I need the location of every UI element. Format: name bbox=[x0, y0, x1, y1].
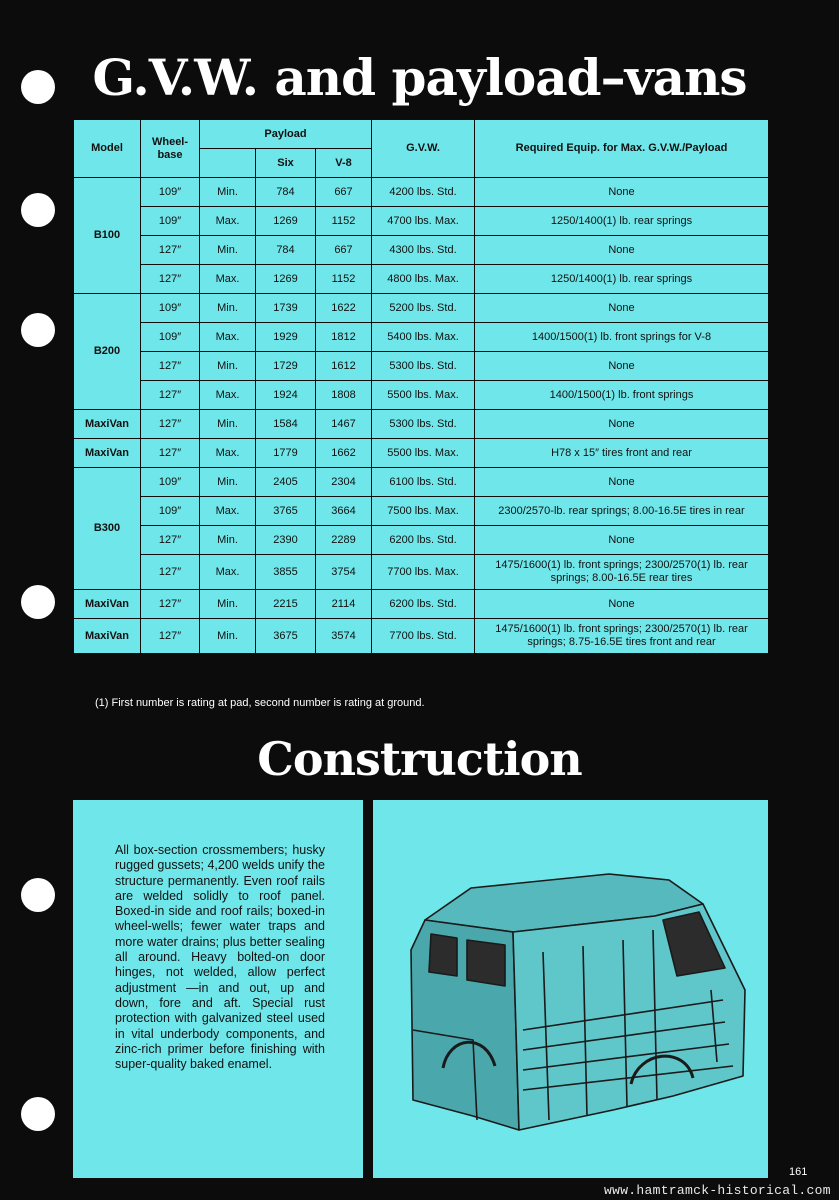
cell-min-max: Min. bbox=[200, 178, 256, 207]
cell-wheelbase: 109″ bbox=[141, 207, 200, 236]
cell-min-max: Max. bbox=[200, 207, 256, 236]
cell-min-max: Min. bbox=[200, 236, 256, 265]
cell-wheelbase: 109″ bbox=[141, 497, 200, 526]
cell-payload-six: 2405 bbox=[256, 468, 316, 497]
cell-min-max: Min. bbox=[200, 294, 256, 323]
cell-payload-v8: 1152 bbox=[316, 207, 372, 236]
cell-min-max: Max. bbox=[200, 497, 256, 526]
page-number: 161 bbox=[789, 1166, 808, 1178]
cell-gvw: 4800 lbs. Max. bbox=[372, 265, 475, 294]
cell-gvw: 5500 lbs. Max. bbox=[372, 439, 475, 468]
cell-required-equip: None bbox=[475, 410, 769, 439]
cell-payload-v8: 667 bbox=[316, 236, 372, 265]
cell-payload-six: 784 bbox=[256, 236, 316, 265]
construction-title: Construction bbox=[257, 732, 582, 786]
cell-gvw: 7700 lbs. Std. bbox=[372, 619, 475, 654]
binder-hole bbox=[21, 313, 55, 347]
cell-required-equip: None bbox=[475, 468, 769, 497]
cell-payload-v8: 2304 bbox=[316, 468, 372, 497]
binder-hole bbox=[21, 193, 55, 227]
cell-payload-v8: 667 bbox=[316, 178, 372, 207]
cell-model: MaxiVan bbox=[74, 439, 141, 468]
header-v8: V-8 bbox=[316, 149, 372, 178]
cell-required-equip: 1400/1500(1) lb. front springs bbox=[475, 381, 769, 410]
cell-required-equip: None bbox=[475, 526, 769, 555]
construction-description: All box-section crossmembers; husky rugged gussets; 4,200 welds unify the structure permanently. Even roof rails are welded solidly to roof panel. Boxed-in side and roof rails; boxed-in wheel-wells; fewer water traps and more water drains; plus better sealing all around. Heavy bolted-on door hinges, not welded, allow perfect adjustment —in and out, up and down, fore and aft. Special rust protection with galvanized steel used in vital underbody components, and zinc-rich primer before finishing with super-quality baked enamel. bbox=[115, 843, 325, 1072]
cell-payload-v8: 1612 bbox=[316, 352, 372, 381]
cell-wheelbase: 127″ bbox=[141, 555, 200, 590]
cell-gvw: 5300 lbs. Std. bbox=[372, 352, 475, 381]
cell-gvw: 6100 lbs. Std. bbox=[372, 468, 475, 497]
cell-gvw: 7700 lbs. Max. bbox=[372, 555, 475, 590]
cell-wheelbase: 127″ bbox=[141, 590, 200, 619]
cell-wheelbase: 127″ bbox=[141, 410, 200, 439]
cell-wheelbase: 109″ bbox=[141, 178, 200, 207]
cell-required-equip: None bbox=[475, 236, 769, 265]
watermark: www.hamtramck-historical.com bbox=[604, 1183, 831, 1198]
cell-min-max: Min. bbox=[200, 468, 256, 497]
cell-required-equip: H78 x 15″ tires front and rear bbox=[475, 439, 769, 468]
cell-required-equip: None bbox=[475, 294, 769, 323]
cell-payload-six: 1269 bbox=[256, 207, 316, 236]
cell-payload-v8: 2114 bbox=[316, 590, 372, 619]
cell-model: MaxiVan bbox=[74, 619, 141, 654]
cell-payload-six: 3765 bbox=[256, 497, 316, 526]
header-minmax-blank bbox=[200, 149, 256, 178]
cell-payload-v8: 3664 bbox=[316, 497, 372, 526]
cell-payload-v8: 1152 bbox=[316, 265, 372, 294]
cell-min-max: Max. bbox=[200, 555, 256, 590]
cell-gvw: 4200 lbs. Std. bbox=[372, 178, 475, 207]
cell-payload-six: 1779 bbox=[256, 439, 316, 468]
cell-wheelbase: 127″ bbox=[141, 439, 200, 468]
cell-required-equip: 1475/1600(1) lb. front springs; 2300/2570(1) lb. rear springs; 8.75-16.5E tires front and rear bbox=[475, 619, 769, 654]
cell-min-max: Max. bbox=[200, 439, 256, 468]
van-body-illustration-panel bbox=[373, 800, 768, 1178]
cell-required-equip: 1400/1500(1) lb. front springs for V-8 bbox=[475, 323, 769, 352]
table-body bbox=[74, 178, 769, 654]
cell-gvw: 5300 lbs. Std. bbox=[372, 410, 475, 439]
cell-gvw: 5400 lbs. Max. bbox=[372, 323, 475, 352]
table-row bbox=[74, 207, 769, 236]
table-row bbox=[74, 265, 769, 294]
cell-payload-v8: 1662 bbox=[316, 439, 372, 468]
cell-min-max: Max. bbox=[200, 381, 256, 410]
cell-payload-v8: 1622 bbox=[316, 294, 372, 323]
cell-gvw: 4700 lbs. Max. bbox=[372, 207, 475, 236]
cell-min-max: Min. bbox=[200, 590, 256, 619]
cell-min-max: Max. bbox=[200, 323, 256, 352]
cell-payload-v8: 1467 bbox=[316, 410, 372, 439]
table-row bbox=[74, 439, 769, 468]
cell-payload-six: 1269 bbox=[256, 265, 316, 294]
cell-model: B200 bbox=[74, 294, 141, 410]
cell-required-equip: 1250/1400(1) lb. rear springs bbox=[475, 207, 769, 236]
cell-payload-six: 2215 bbox=[256, 590, 316, 619]
cell-model: MaxiVan bbox=[74, 590, 141, 619]
table-row bbox=[74, 236, 769, 265]
cell-payload-v8: 3754 bbox=[316, 555, 372, 590]
gvw-payload-table bbox=[73, 119, 769, 654]
cell-required-equip: None bbox=[475, 590, 769, 619]
table-row bbox=[74, 352, 769, 381]
cell-gvw: 7500 lbs. Max. bbox=[372, 497, 475, 526]
binder-hole bbox=[21, 1097, 55, 1131]
cell-model: B100 bbox=[74, 178, 141, 294]
table-row bbox=[74, 381, 769, 410]
header-required-equip: Required Equip. for Max. G.V.W./Payload bbox=[475, 120, 769, 178]
cell-payload-v8: 2289 bbox=[316, 526, 372, 555]
cell-payload-six: 784 bbox=[256, 178, 316, 207]
cell-wheelbase: 127″ bbox=[141, 526, 200, 555]
cell-gvw: 5200 lbs. Std. bbox=[372, 294, 475, 323]
table-row bbox=[74, 468, 769, 497]
table-row bbox=[74, 619, 769, 654]
table-row bbox=[74, 555, 769, 590]
header-model: Model bbox=[74, 120, 141, 178]
cell-payload-six: 1924 bbox=[256, 381, 316, 410]
cell-payload-v8: 3574 bbox=[316, 619, 372, 654]
cell-payload-six: 2390 bbox=[256, 526, 316, 555]
cell-required-equip: None bbox=[475, 178, 769, 207]
binder-hole bbox=[21, 585, 55, 619]
page-title: G.V.W. and payload–vans bbox=[92, 48, 747, 107]
table-row bbox=[74, 526, 769, 555]
cell-payload-six: 1729 bbox=[256, 352, 316, 381]
header-gvw: G.V.W. bbox=[372, 120, 475, 178]
cell-wheelbase: 109″ bbox=[141, 294, 200, 323]
cell-wheelbase: 109″ bbox=[141, 323, 200, 352]
cell-wheelbase: 127″ bbox=[141, 236, 200, 265]
table-row bbox=[74, 410, 769, 439]
cell-payload-v8: 1808 bbox=[316, 381, 372, 410]
cell-min-max: Max. bbox=[200, 265, 256, 294]
header-payload: Payload bbox=[200, 120, 372, 149]
cell-wheelbase: 127″ bbox=[141, 381, 200, 410]
table-row bbox=[74, 294, 769, 323]
cell-payload-six: 1739 bbox=[256, 294, 316, 323]
cell-payload-six: 1584 bbox=[256, 410, 316, 439]
cell-gvw: 6200 lbs. Std. bbox=[372, 590, 475, 619]
cell-gvw: 5500 lbs. Max. bbox=[372, 381, 475, 410]
cell-wheelbase: 127″ bbox=[141, 265, 200, 294]
cell-payload-six: 1929 bbox=[256, 323, 316, 352]
cell-wheelbase: 109″ bbox=[141, 468, 200, 497]
van-body-illustration bbox=[373, 800, 768, 1178]
cell-required-equip: None bbox=[475, 352, 769, 381]
cell-required-equip: 1250/1400(1) lb. rear springs bbox=[475, 265, 769, 294]
table-row bbox=[74, 590, 769, 619]
construction-text-panel bbox=[73, 800, 363, 1178]
table-row bbox=[74, 323, 769, 352]
binder-hole bbox=[21, 878, 55, 912]
cell-required-equip: 1475/1600(1) lb. front springs; 2300/2570(1) lb. rear springs; 8.00-16.5E rear tires bbox=[475, 555, 769, 590]
table-row bbox=[74, 497, 769, 526]
cell-min-max: Min. bbox=[200, 410, 256, 439]
header-six: Six bbox=[256, 149, 316, 178]
table-row bbox=[74, 178, 769, 207]
cell-wheelbase: 127″ bbox=[141, 352, 200, 381]
cell-required-equip: 2300/2570-lb. rear springs; 8.00-16.5E tires in rear bbox=[475, 497, 769, 526]
cell-model: B300 bbox=[74, 468, 141, 590]
cell-gvw: 6200 lbs. Std. bbox=[372, 526, 475, 555]
cell-payload-six: 3855 bbox=[256, 555, 316, 590]
cell-payload-v8: 1812 bbox=[316, 323, 372, 352]
cell-wheelbase: 127″ bbox=[141, 619, 200, 654]
cell-min-max: Min. bbox=[200, 526, 256, 555]
cell-payload-six: 3675 bbox=[256, 619, 316, 654]
footnote: (1) First number is rating at pad, second number is rating at ground. bbox=[95, 697, 425, 709]
cell-min-max: Min. bbox=[200, 352, 256, 381]
cell-gvw: 4300 lbs. Std. bbox=[372, 236, 475, 265]
header-wheelbase: Wheel- base bbox=[141, 120, 200, 178]
cell-min-max: Min. bbox=[200, 619, 256, 654]
cell-model: MaxiVan bbox=[74, 410, 141, 439]
